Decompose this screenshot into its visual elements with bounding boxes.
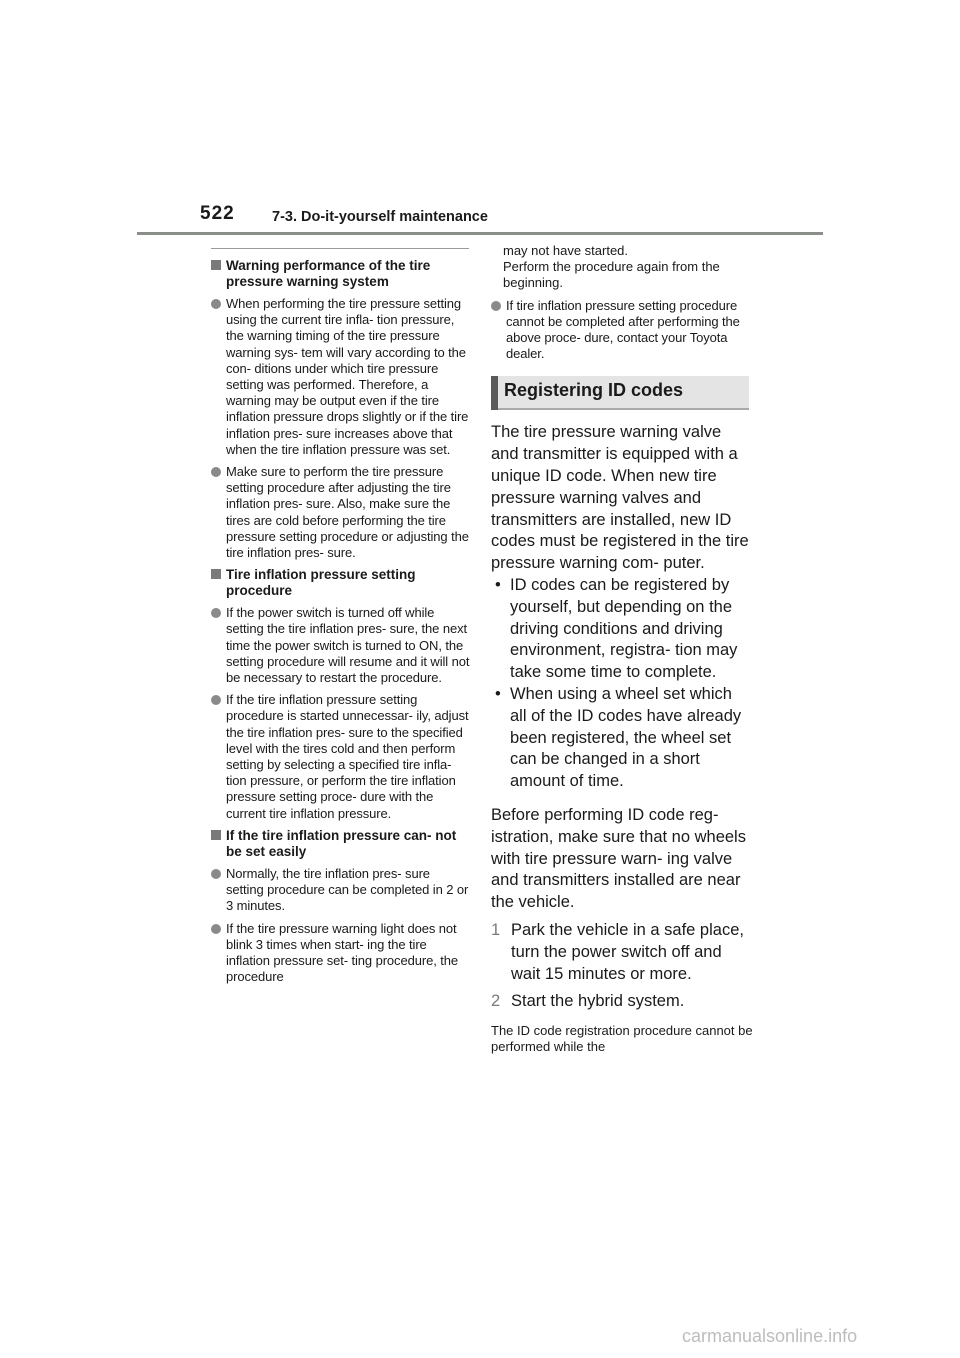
bullet-item: If the tire pressure warning light does not blink 3 times when start- ing the tire inflation pressure set- ting procedure, the procedure bbox=[211, 921, 471, 986]
heading-accent-bar bbox=[491, 376, 498, 410]
step-item: 1 Park the vehicle in a safe place, turn the power switch off and wait 15 minutes or more. bbox=[491, 920, 744, 983]
subheading-setting-procedure: Tire inflation pressure setting procedure bbox=[211, 567, 471, 599]
left-column bbox=[211, 248, 471, 991]
section-heading-box bbox=[491, 376, 749, 410]
round-bullet-icon bbox=[211, 869, 221, 879]
right-column bbox=[491, 243, 753, 1055]
subheading-warning-performance: Warning performance of the tire pressure warning system bbox=[211, 258, 471, 290]
continued-text: may not have started. bbox=[503, 243, 629, 258]
dash-list-item: • ID codes can be registered by yourself, but depending on the driving conditions and driving environment, registra- tion may take some time to complete. bbox=[495, 576, 738, 682]
site-watermark: carmanualsonline.info bbox=[682, 1326, 858, 1346]
bullet-item: When performing the tire pressure setting using the current tire infla- tion pressure, the warning timing of the tire pressure warning sys- tem will vary according to the con- ditions under which tire pressure setting was performed. Therefore, a warning may be output even if the tire inflation pressure drops slightly or if the tire inflation pres- sure increases above that when the tire inflation pressure was set. bbox=[211, 296, 471, 458]
step-number: 2 bbox=[491, 992, 501, 1011]
bullet-item: If tire inflation pressure setting procedure cannot be completed after performing the above proce- dure, contact your Toyota dealer. bbox=[491, 298, 753, 363]
round-bullet-icon bbox=[211, 695, 221, 705]
step-number: 1 bbox=[491, 920, 501, 939]
square-bullet-icon bbox=[211, 569, 221, 579]
header-divider bbox=[137, 232, 823, 235]
precaution-paragraph: Before performing ID code reg- istration, make sure that no wheels with tire pressure warn- ing valve and transmitters installed are near the vehicle. bbox=[491, 805, 746, 912]
page-number: 522 bbox=[200, 203, 235, 224]
section-title: 7-3. Do-it-yourself maintenance bbox=[272, 209, 488, 225]
bullet-item: If the power switch is turned off while setting the tire inflation pres- sure, the next time the power switch is turned to ON, the setting procedure will resume and it will not be necessary to restart the procedure. bbox=[211, 605, 471, 686]
page-header bbox=[0, 0, 960, 240]
continued-text: Perform the procedure again from the beginning. bbox=[503, 259, 720, 291]
divider bbox=[211, 248, 469, 249]
round-bullet-icon bbox=[211, 467, 221, 477]
round-bullet-icon bbox=[491, 301, 501, 311]
round-bullet-icon bbox=[211, 924, 221, 934]
subheading-cannot-be-set: If the tire inflation pressure can- not be set easily bbox=[211, 828, 471, 860]
bullet-dot-icon: • bbox=[495, 684, 501, 703]
bullet-item: Normally, the tire inflation pres- sure setting procedure can be completed in 2 or 3 minutes. bbox=[211, 866, 471, 915]
section-heading: Registering ID codes bbox=[504, 380, 684, 401]
intro-paragraph: The tire pressure warning valve and transmitter is equipped with a unique ID code. When new tire pressure warning valves and transmitters are installed, new ID codes must be registered in the tire pressure warning com- puter. bbox=[491, 423, 749, 573]
square-bullet-icon bbox=[211, 260, 221, 270]
round-bullet-icon bbox=[211, 608, 221, 618]
note-text: The ID code registration procedure cannot be performed while the bbox=[491, 1023, 753, 1055]
bullet-dot-icon: • bbox=[495, 576, 501, 594]
round-bullet-icon bbox=[211, 299, 221, 309]
dash-list-item: • When using a wheel set which all of the ID codes have already been registered, the wheel set can be changed in a short amount of time. bbox=[495, 684, 742, 791]
step-item: 2 Start the hybrid system. bbox=[491, 991, 753, 1013]
square-bullet-icon bbox=[211, 830, 221, 840]
bullet-item: Make sure to perform the tire pressure setting procedure after adjusting the tire inflation pres- sure. Also, make sure the tires are cold before performing the tire pressure setting procedure or adjusting the tire inflation pres- sure. bbox=[211, 464, 471, 561]
bullet-item: If the tire inflation pressure setting procedure is started unnecessar- ily, adjust the tire inflation pres- sure to the specified level with the tires cold and then perform setting by selecting a specified tire infla- tion pressure, or perform the tire inflation pressure setting proce- dure with the current tire inflation pressure. bbox=[211, 692, 471, 822]
